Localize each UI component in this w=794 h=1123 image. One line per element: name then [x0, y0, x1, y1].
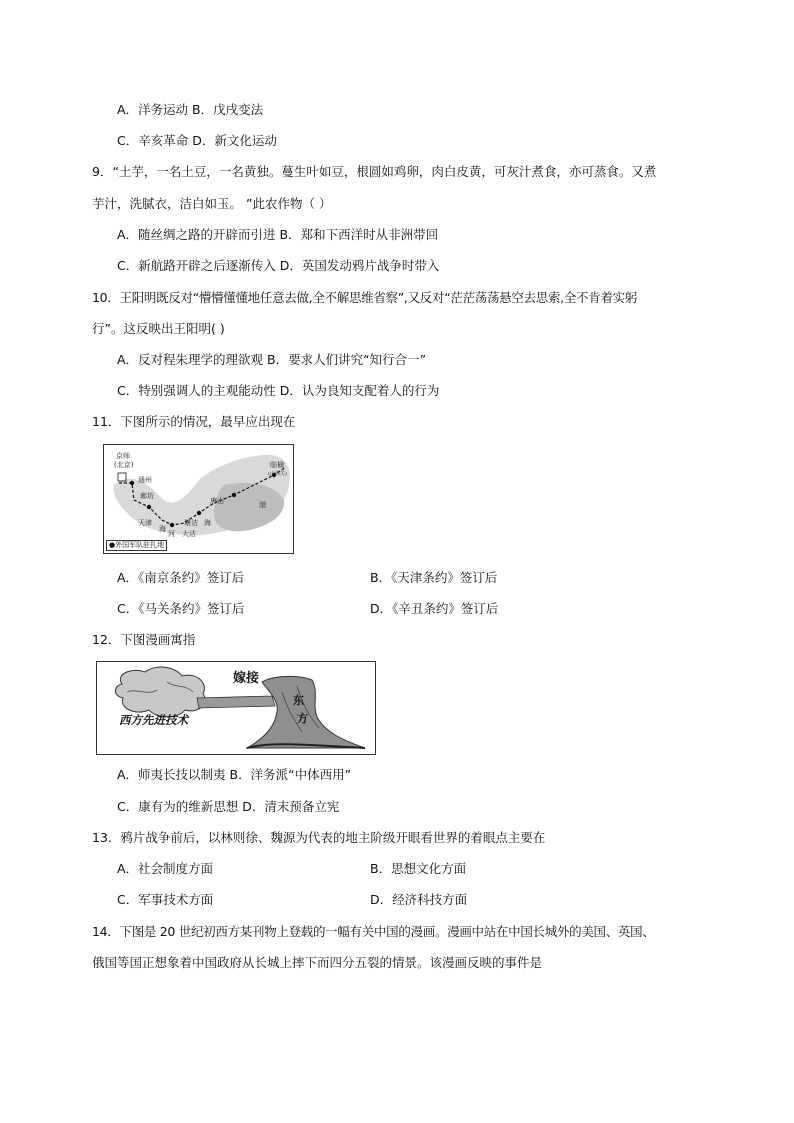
q12-options-cd: C．康有为的维新思想 D．清末预备立宪: [117, 799, 340, 814]
sea-shading: [214, 483, 284, 531]
q8-options-cd: C．辛亥革命 D．新文化运动: [117, 133, 277, 148]
q9-stem-line2: 芋汁，洗腻衣，洁白如玉。 ”此农作物（ ）: [92, 196, 332, 211]
q11-option-c: C．《马关条约》签订后: [117, 601, 245, 616]
garrison-dot: [130, 481, 134, 485]
q14-stem-line1: 14．下图是 20 世纪初西方某刊物上登载的一幅有关中国的漫画。漫画中站在中国长城外的美国、英国、: [92, 924, 655, 939]
q12-options-ab: A．师夷长技以制夷 B．洋务派“中体西用”: [117, 767, 352, 782]
q11-option-a: A．《南京条约》签订后: [117, 570, 245, 585]
q11-stem: 11．下图所示的情况，最早应出现在: [92, 414, 296, 429]
label-shanhaiguan: (山海关): [268, 471, 287, 477]
tree-crown: [115, 667, 205, 717]
label-linyu: 临榆: [270, 461, 284, 469]
label-jiajie: 嫁接: [233, 671, 260, 686]
q13-option-a: A．社会制度方面: [117, 861, 214, 876]
label-western-tech: 西方先进技术: [119, 713, 188, 727]
q9-options-cd: C．新航路开辟之后逐渐传入 D．英国发动鸦片战争时带入: [117, 258, 440, 273]
q13-option-d: D．经济科技方面: [370, 892, 468, 907]
label-langfang: 廊坊: [140, 492, 154, 500]
map-legend: ●外国军队驻扎地: [106, 540, 167, 551]
q12-cartoon-figure: [96, 661, 376, 755]
q8-options-ab: A．洋务运动 B．戊戌变法: [117, 102, 264, 117]
q13-option-b: B．思想文化方面: [370, 861, 467, 876]
q13-stem: 13．鸦片战争前后，以林则徐、魏源为代表的地主阶级开眼看世界的着眼点主要在: [92, 830, 546, 845]
label-hai: 海: [159, 525, 166, 533]
label-trunk-fang: 方: [297, 712, 308, 725]
q14-stem-line2: 俄国等国正想象着中国政府从长城上摔下而四分五裂的情景。该漫画反映的事件是: [92, 955, 543, 970]
label-tangshan: 唐山: [210, 497, 224, 505]
label-dagu: 大沽: [182, 530, 196, 538]
q10-options-ab: A．反对程朱理学的理欲观 B．要求人们讲究“知行合一”: [117, 352, 427, 367]
label-beijing: (北京): [114, 461, 134, 469]
q10-stem-line1: 10．王阳明既反对“懵懵懂懂地任意去做,全不解思维省察”,又反对“茫茫荡荡悬空去思索,全不肯着实躬: [92, 290, 638, 305]
label-tongzhou: 通州: [138, 476, 152, 484]
q11-option-d: D．《辛丑条约》签订后: [370, 601, 499, 616]
garrison-dot: [197, 511, 201, 515]
label-tanggu: 塘沽: [184, 519, 198, 527]
garrison-dot: [170, 523, 174, 527]
q11-option-b: B．《天津条约》签订后: [370, 570, 498, 585]
q11-map: [104, 445, 293, 553]
label-tianjin: 天津: [138, 519, 152, 527]
q9-stem-line1: 9．“土芋，一名土豆，一名黄独。蔓生叶如豆，根圆如鸡卵，肉白皮黄，可灰汁煮食，亦可蒸食。又煮: [92, 164, 657, 179]
graft-branch: [197, 696, 275, 708]
garrison-dot: [232, 493, 236, 497]
label-jingshi: 京师: [116, 452, 130, 460]
q9-options-ab: A．随丝绸之路的开辟而引进 B．郑和下西洋时从非洲带回: [117, 227, 439, 242]
label-bohai: 渤: [259, 501, 266, 509]
label-he: 河: [168, 530, 175, 538]
q11-map-figure: [103, 444, 294, 554]
label-trunk-dong: 东: [293, 694, 304, 707]
q10-stem-line2: 行”。这反映出王阳明( ): [92, 321, 225, 336]
q10-options-cd: C．特别强调人的主观能动性 D．认为良知支配着人的行为: [117, 383, 440, 398]
q13-option-c: C．军事技术方面: [117, 892, 214, 907]
q12-stem: 12．下图漫画寓指: [92, 632, 196, 647]
label-hai-2: 海: [204, 519, 211, 527]
q12-cartoon: [97, 662, 375, 754]
garrison-dot: [147, 505, 151, 509]
